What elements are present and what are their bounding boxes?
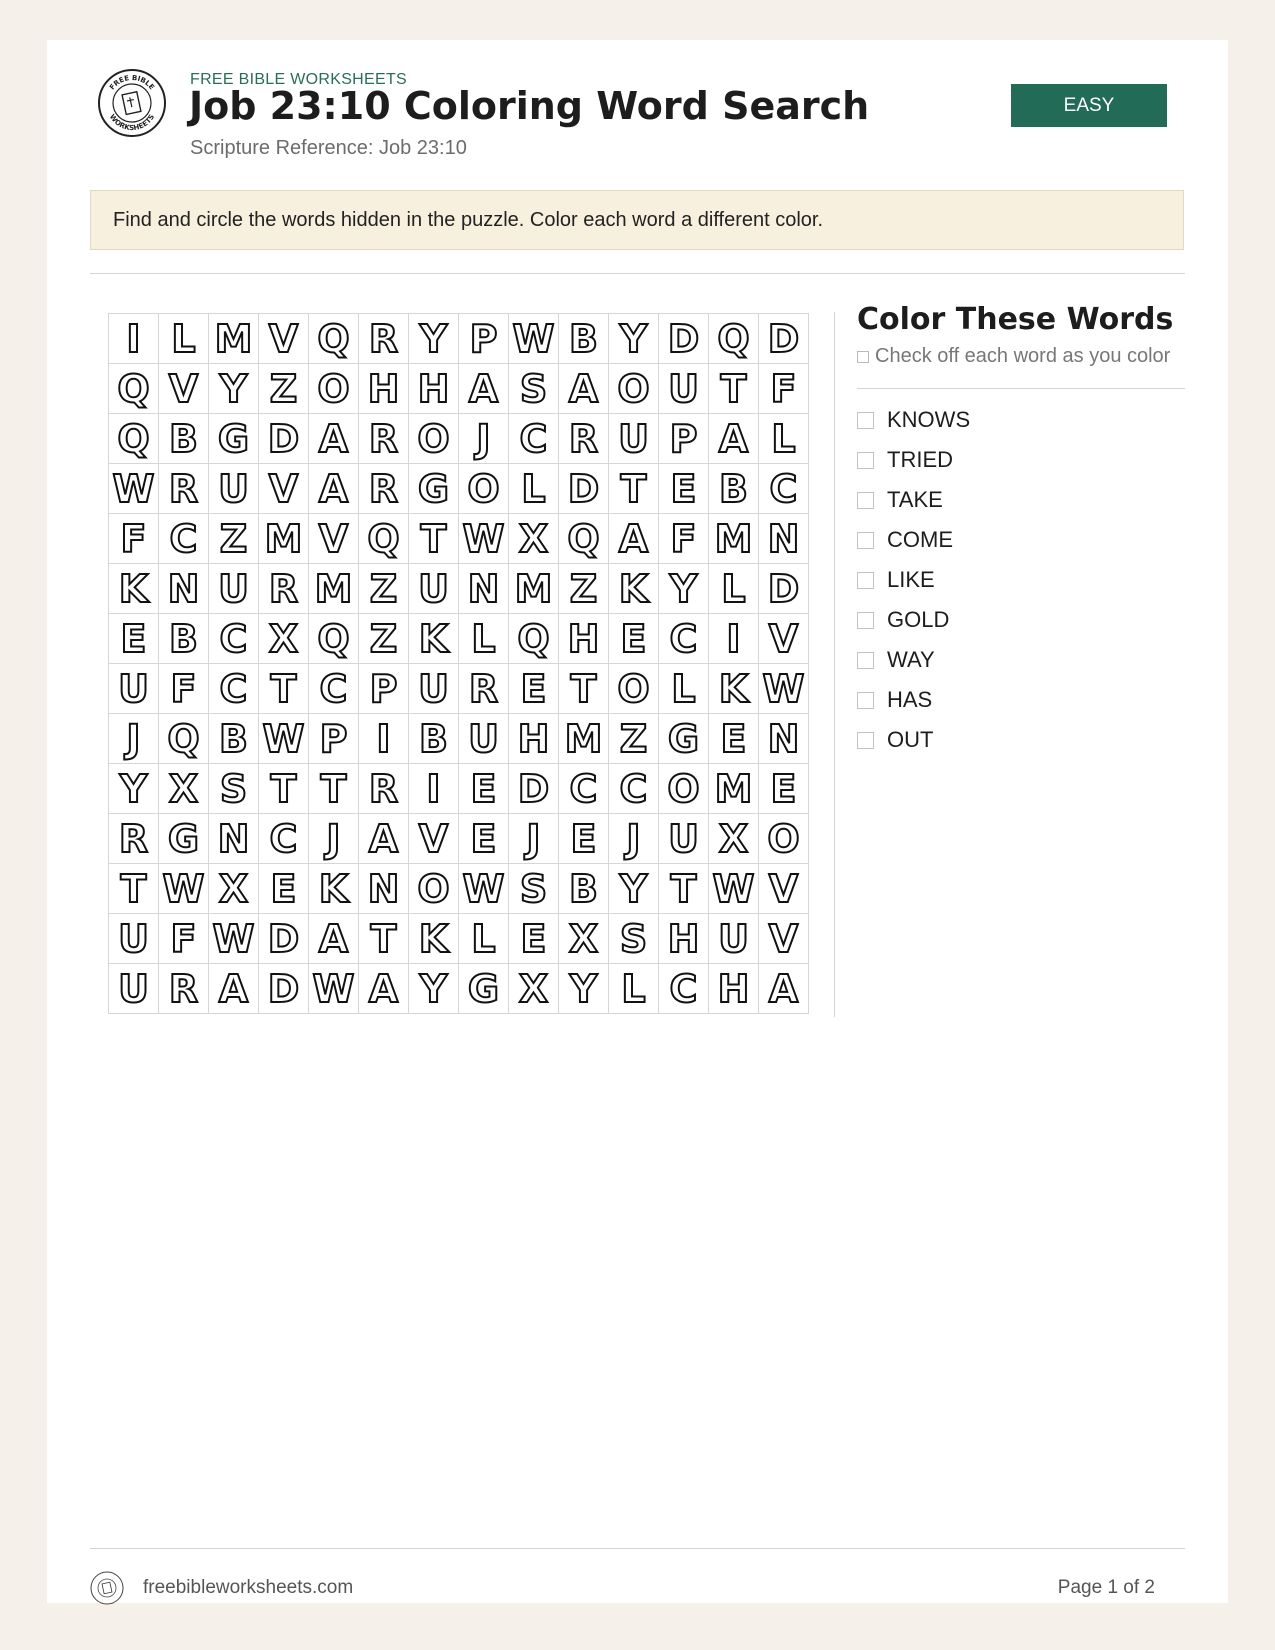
word-list-item[interactable] bbox=[857, 600, 970, 640]
grid-cell[interactable]: L bbox=[459, 614, 509, 664]
grid-cell[interactable]: J bbox=[309, 814, 359, 864]
grid-cell[interactable]: V bbox=[759, 614, 809, 664]
grid-cell[interactable]: C bbox=[759, 464, 809, 514]
grid-cell[interactable]: I bbox=[709, 614, 759, 664]
grid-cell[interactable]: Y bbox=[609, 314, 659, 364]
grid-cell[interactable]: Y bbox=[109, 764, 159, 814]
grid-cell[interactable]: T bbox=[259, 764, 309, 814]
word-checkbox[interactable] bbox=[857, 652, 874, 669]
grid-cell[interactable]: G bbox=[659, 714, 709, 764]
grid-cell[interactable]: R bbox=[359, 414, 409, 464]
grid-cell[interactable]: F bbox=[659, 514, 709, 564]
grid-cell[interactable]: K bbox=[409, 614, 459, 664]
grid-cell[interactable]: T bbox=[409, 514, 459, 564]
footer-divider bbox=[90, 1548, 1185, 1549]
page-number: Page 1 of 2 bbox=[1057, 1577, 1155, 1598]
grid-cell[interactable]: Q bbox=[109, 364, 159, 414]
grid-cell[interactable]: W bbox=[159, 864, 209, 914]
word-list-title: Color These Words bbox=[857, 302, 1174, 337]
grid-cell[interactable]: N bbox=[459, 564, 509, 614]
grid-cell[interactable]: E bbox=[459, 764, 509, 814]
grid-cell[interactable]: C bbox=[209, 614, 259, 664]
grid-cell[interactable]: R bbox=[159, 964, 209, 1014]
grid-cell[interactable]: W bbox=[459, 864, 509, 914]
grid-cell[interactable]: Q bbox=[309, 314, 359, 364]
grid-cell[interactable]: M bbox=[209, 314, 259, 364]
grid-cell[interactable]: C bbox=[659, 964, 709, 1014]
word-checkbox[interactable] bbox=[857, 532, 874, 549]
grid-cell[interactable]: X bbox=[509, 514, 559, 564]
word-list-item[interactable] bbox=[857, 640, 970, 680]
grid-cell[interactable]: B bbox=[409, 714, 459, 764]
grid-cell[interactable]: R bbox=[109, 814, 159, 864]
footer-site: freebibleworksheets.com bbox=[143, 1577, 354, 1598]
word-label: TRIED bbox=[887, 447, 953, 472]
grid-cell[interactable]: C bbox=[509, 414, 559, 464]
grid-cell[interactable]: D bbox=[259, 914, 309, 964]
grid-cell[interactable]: X bbox=[559, 914, 609, 964]
word-label: LIKE bbox=[887, 567, 935, 592]
word-list-item[interactable] bbox=[857, 560, 970, 600]
grid-cell[interactable]: U bbox=[709, 914, 759, 964]
grid-cell[interactable]: M bbox=[709, 514, 759, 564]
grid-cell[interactable]: A bbox=[459, 364, 509, 414]
grid-cell[interactable]: X bbox=[709, 814, 759, 864]
word-checkbox[interactable] bbox=[857, 412, 874, 429]
grid-cell[interactable]: L bbox=[609, 964, 659, 1014]
grid-cell[interactable]: U bbox=[659, 364, 709, 414]
grid-cell[interactable]: M bbox=[709, 764, 759, 814]
grid-cell[interactable]: H bbox=[709, 964, 759, 1014]
grid-cell[interactable]: D bbox=[259, 964, 309, 1014]
grid-cell[interactable]: V bbox=[309, 514, 359, 564]
grid-cell[interactable]: H bbox=[659, 914, 709, 964]
word-label: GOLD bbox=[887, 607, 950, 632]
brand-name: FREE BIBLE WORKSHEETS bbox=[190, 71, 408, 88]
grid-cell[interactable]: W bbox=[509, 314, 559, 364]
grid-cell[interactable]: L bbox=[509, 464, 559, 514]
grid-cell[interactable]: E bbox=[459, 814, 509, 864]
grid-cell[interactable]: V bbox=[159, 364, 209, 414]
grid-cell[interactable]: Z bbox=[259, 364, 309, 414]
word-list-hint-text: Check off each word as you color bbox=[875, 345, 1171, 367]
grid-cell[interactable]: A bbox=[559, 364, 609, 414]
grid-cell[interactable]: A bbox=[309, 464, 359, 514]
grid-cell[interactable]: V bbox=[759, 914, 809, 964]
grid-cell[interactable]: N bbox=[209, 814, 259, 864]
grid-cell[interactable]: V bbox=[409, 814, 459, 864]
grid-cell[interactable]: E bbox=[509, 664, 559, 714]
grid-cell[interactable]: Q bbox=[109, 414, 159, 464]
grid-cell[interactable]: A bbox=[359, 814, 409, 864]
grid-cell[interactable]: Q bbox=[709, 314, 759, 364]
grid-cell[interactable]: W bbox=[309, 964, 359, 1014]
grid-cell[interactable]: U bbox=[109, 664, 159, 714]
grid-cell[interactable]: Y bbox=[209, 364, 259, 414]
grid-cell[interactable]: W bbox=[109, 464, 159, 514]
word-label: COME bbox=[887, 527, 953, 552]
grid-cell[interactable]: E bbox=[559, 814, 609, 864]
grid-cell[interactable]: F bbox=[759, 364, 809, 414]
grid-cell[interactable]: B bbox=[159, 614, 209, 664]
grid-cell[interactable]: T bbox=[659, 864, 709, 914]
grid-cell[interactable]: U bbox=[409, 564, 459, 614]
grid-cell[interactable]: J bbox=[109, 714, 159, 764]
grid-cell[interactable]: Q bbox=[159, 714, 209, 764]
grid-cell[interactable]: E bbox=[609, 614, 659, 664]
grid-cell[interactable]: Z bbox=[609, 714, 659, 764]
grid-cell[interactable]: R bbox=[359, 764, 409, 814]
grid-cell[interactable]: V bbox=[259, 464, 309, 514]
header-divider bbox=[90, 273, 1185, 274]
grid-cell[interactable]: I bbox=[109, 314, 159, 364]
word-label: TAKE bbox=[887, 487, 943, 512]
grid-cell[interactable]: G bbox=[459, 964, 509, 1014]
grid-cell[interactable]: Q bbox=[509, 614, 559, 664]
grid-cell[interactable]: T bbox=[709, 364, 759, 414]
grid-cell[interactable]: O bbox=[659, 764, 709, 814]
grid-cell[interactable]: E bbox=[659, 464, 709, 514]
grid-cell[interactable]: Z bbox=[359, 614, 409, 664]
logo-top-text: FREE BIBLE bbox=[108, 73, 156, 92]
grid-cell[interactable]: O bbox=[409, 864, 459, 914]
grid-cell[interactable]: X bbox=[159, 764, 209, 814]
grid-cell[interactable]: C bbox=[659, 614, 709, 664]
grid-cell[interactable]: C bbox=[259, 814, 309, 864]
grid-cell[interactable]: S bbox=[509, 864, 559, 914]
grid-cell[interactable]: U bbox=[109, 914, 159, 964]
grid-cell[interactable]: Q bbox=[559, 514, 609, 564]
grid-cell[interactable]: J bbox=[509, 814, 559, 864]
grid-cell[interactable]: R bbox=[359, 314, 409, 364]
grid-cell[interactable]: R bbox=[359, 464, 409, 514]
grid-cell[interactable]: Z bbox=[559, 564, 609, 614]
grid-cell[interactable]: H bbox=[359, 364, 409, 414]
grid-cell[interactable]: A bbox=[209, 964, 259, 1014]
column-divider bbox=[834, 312, 835, 1017]
word-label: HAS bbox=[887, 687, 933, 712]
grid-cell[interactable]: Q bbox=[309, 614, 359, 664]
grid-cell[interactable]: K bbox=[309, 864, 359, 914]
grid-cell[interactable]: T bbox=[259, 664, 309, 714]
grid-cell[interactable]: F bbox=[159, 664, 209, 714]
grid-cell[interactable]: O bbox=[609, 364, 659, 414]
grid-cell[interactable]: A bbox=[309, 914, 359, 964]
grid-cell[interactable]: U bbox=[209, 464, 259, 514]
grid-cell[interactable]: S bbox=[509, 364, 559, 414]
grid-cell[interactable]: P bbox=[659, 414, 709, 464]
grid-cell[interactable]: G bbox=[409, 464, 459, 514]
grid-cell[interactable]: Y bbox=[609, 864, 659, 914]
page-title: Job 23:10 Coloring Word Search bbox=[189, 84, 870, 128]
grid-cell[interactable]: L bbox=[659, 664, 709, 714]
word-label: OUT bbox=[887, 727, 934, 752]
grid-cell[interactable]: O bbox=[609, 664, 659, 714]
grid-cell[interactable]: W bbox=[709, 864, 759, 914]
grid-cell[interactable]: H bbox=[409, 364, 459, 414]
grid-cell[interactable]: P bbox=[459, 314, 509, 364]
grid-cell[interactable]: T bbox=[559, 664, 609, 714]
grid-cell[interactable]: U bbox=[109, 964, 159, 1014]
grid-cell[interactable]: W bbox=[459, 514, 509, 564]
word-checkbox[interactable] bbox=[857, 612, 874, 629]
logo-bottom-text: WORKSHEETS bbox=[107, 112, 157, 133]
grid-cell[interactable]: H bbox=[509, 714, 559, 764]
worksheet-page bbox=[47, 40, 1228, 1603]
grid-cell[interactable]: U bbox=[609, 414, 659, 464]
grid-cell[interactable]: L bbox=[459, 914, 509, 964]
grid-cell[interactable]: F bbox=[109, 514, 159, 564]
word-checkbox[interactable] bbox=[857, 692, 874, 709]
grid-cell[interactable]: C bbox=[309, 664, 359, 714]
grid-cell[interactable]: R bbox=[159, 464, 209, 514]
grid-cell[interactable]: J bbox=[609, 814, 659, 864]
grid-cell[interactable]: Y bbox=[409, 314, 459, 364]
grid-cell[interactable]: Y bbox=[409, 964, 459, 1014]
grid-cell[interactable]: W bbox=[259, 714, 309, 764]
grid-cell[interactable]: L bbox=[709, 564, 759, 614]
grid-cell[interactable]: E bbox=[509, 914, 559, 964]
grid-cell[interactable]: M bbox=[259, 514, 309, 564]
grid-cell[interactable]: R bbox=[259, 564, 309, 614]
grid-cell[interactable]: U bbox=[209, 564, 259, 614]
instructions-box bbox=[90, 190, 1184, 250]
grid-cell[interactable]: A bbox=[759, 964, 809, 1014]
grid-cell[interactable]: E bbox=[259, 864, 309, 914]
word-checkbox[interactable] bbox=[857, 572, 874, 589]
grid-cell[interactable]: S bbox=[209, 764, 259, 814]
grid-cell[interactable]: I bbox=[359, 714, 409, 764]
grid-cell[interactable]: Y bbox=[659, 564, 709, 614]
grid-cell[interactable]: D bbox=[509, 764, 559, 814]
word-label: KNOWS bbox=[887, 407, 971, 432]
grid-cell[interactable]: P bbox=[309, 714, 359, 764]
grid-cell[interactable]: I bbox=[409, 764, 459, 814]
grid-cell[interactable]: C bbox=[609, 764, 659, 814]
grid-cell[interactable]: B bbox=[159, 414, 209, 464]
grid-cell[interactable]: O bbox=[409, 414, 459, 464]
grid-cell[interactable]: D bbox=[259, 414, 309, 464]
grid-cell[interactable]: D bbox=[759, 564, 809, 614]
grid-cell[interactable]: T bbox=[609, 464, 659, 514]
grid-cell[interactable]: O bbox=[309, 364, 359, 414]
grid-cell[interactable]: X bbox=[259, 614, 309, 664]
grid-cell[interactable]: C bbox=[559, 764, 609, 814]
grid-cell[interactable]: R bbox=[559, 414, 609, 464]
grid-cell[interactable]: G bbox=[209, 414, 259, 464]
grid-cell[interactable]: U bbox=[659, 814, 709, 864]
grid-cell[interactable]: H bbox=[559, 614, 609, 664]
grid-cell[interactable]: X bbox=[509, 964, 559, 1014]
grid-cell[interactable]: G bbox=[159, 814, 209, 864]
grid-cell[interactable]: J bbox=[459, 414, 509, 464]
grid-cell[interactable]: B bbox=[559, 314, 609, 364]
grid-cell[interactable]: V bbox=[259, 314, 309, 364]
grid-cell[interactable]: C bbox=[159, 514, 209, 564]
grid-cell[interactable]: A bbox=[609, 514, 659, 564]
site-logo-icon bbox=[97, 68, 167, 138]
grid-cell[interactable]: E bbox=[109, 614, 159, 664]
word-list-item[interactable] bbox=[857, 440, 970, 480]
grid-cell[interactable]: B bbox=[209, 714, 259, 764]
word-checkbox[interactable] bbox=[857, 732, 874, 749]
word-list-hint bbox=[857, 345, 1170, 368]
grid-cell[interactable]: K bbox=[109, 564, 159, 614]
word-list-divider bbox=[857, 388, 1185, 389]
word-list-item[interactable] bbox=[857, 720, 970, 760]
difficulty-badge: EASY bbox=[1011, 84, 1167, 127]
grid-cell[interactable]: W bbox=[759, 664, 809, 714]
scripture-reference: Scripture Reference: Job 23:10 bbox=[190, 137, 467, 159]
word-checkbox[interactable] bbox=[857, 452, 874, 469]
instructions-text: Find and circle the words hidden in the puzzle. Color each word a different color. bbox=[113, 208, 824, 231]
grid-cell[interactable]: W bbox=[209, 914, 259, 964]
grid-cell[interactable]: M bbox=[309, 564, 359, 614]
grid-cell[interactable]: P bbox=[359, 664, 409, 714]
grid-cell[interactable]: N bbox=[759, 714, 809, 764]
grid-cell[interactable]: E bbox=[709, 714, 759, 764]
grid-cell[interactable]: D bbox=[659, 314, 709, 364]
word-list-item[interactable] bbox=[857, 520, 970, 560]
grid-cell[interactable]: N bbox=[759, 514, 809, 564]
word-list-item[interactable] bbox=[857, 400, 970, 440]
grid-cell[interactable]: T bbox=[359, 914, 409, 964]
grid-cell[interactable]: B bbox=[709, 464, 759, 514]
grid-cell[interactable]: M bbox=[559, 714, 609, 764]
grid-cell[interactable]: M bbox=[509, 564, 559, 614]
grid-cell[interactable]: N bbox=[159, 564, 209, 614]
grid-cell[interactable]: Z bbox=[359, 564, 409, 614]
grid-cell[interactable]: U bbox=[409, 664, 459, 714]
grid-cell[interactable]: R bbox=[459, 664, 509, 714]
grid-cell[interactable]: O bbox=[759, 814, 809, 864]
grid-cell[interactable]: A bbox=[309, 414, 359, 464]
grid-cell[interactable]: S bbox=[609, 914, 659, 964]
grid-cell[interactable]: T bbox=[309, 764, 359, 814]
word-checkbox[interactable] bbox=[857, 492, 874, 509]
grid-cell[interactable]: O bbox=[459, 464, 509, 514]
word-list bbox=[857, 400, 970, 760]
grid-cell[interactable]: V bbox=[759, 864, 809, 914]
grid-cell[interactable]: K bbox=[709, 664, 759, 714]
grid-cell[interactable]: Q bbox=[359, 514, 409, 564]
grid-cell[interactable]: K bbox=[609, 564, 659, 614]
word-list-item[interactable] bbox=[857, 680, 970, 720]
grid-cell[interactable]: N bbox=[359, 864, 409, 914]
word-search-grid bbox=[108, 313, 809, 1014]
grid-cell[interactable]: L bbox=[159, 314, 209, 364]
grid-cell[interactable]: B bbox=[559, 864, 609, 914]
grid-cell[interactable]: A bbox=[709, 414, 759, 464]
grid-cell[interactable]: D bbox=[759, 314, 809, 364]
word-label: WAY bbox=[887, 647, 935, 672]
footer-logo-icon bbox=[90, 1571, 124, 1605]
grid-cell[interactable]: F bbox=[159, 914, 209, 964]
grid-cell[interactable]: K bbox=[409, 914, 459, 964]
grid-cell[interactable]: A bbox=[359, 964, 409, 1014]
grid-cell[interactable]: D bbox=[559, 464, 609, 514]
grid-cell[interactable]: Y bbox=[559, 964, 609, 1014]
grid-cell[interactable]: E bbox=[759, 764, 809, 814]
grid-cell[interactable]: X bbox=[209, 864, 259, 914]
word-list-item[interactable] bbox=[857, 480, 970, 520]
grid-cell[interactable]: U bbox=[459, 714, 509, 764]
grid-cell[interactable]: Z bbox=[209, 514, 259, 564]
grid-cell[interactable]: L bbox=[759, 414, 809, 464]
grid-cell[interactable]: T bbox=[109, 864, 159, 914]
grid-cell[interactable]: C bbox=[209, 664, 259, 714]
checkbox-icon bbox=[857, 351, 869, 363]
